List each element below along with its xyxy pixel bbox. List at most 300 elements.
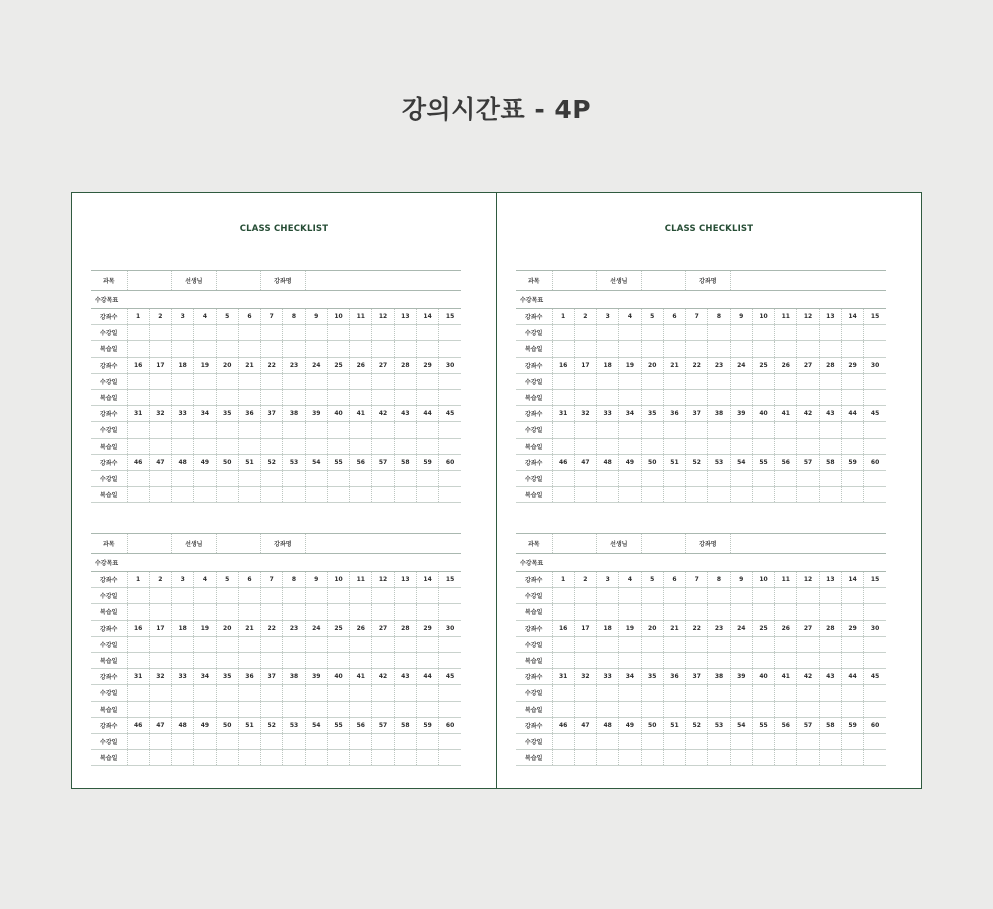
review-day-cell [641, 701, 663, 717]
lecture-number-cell: 56 [775, 454, 797, 470]
attend-day-cell [127, 373, 149, 389]
attend-day-cell [730, 373, 752, 389]
attend-day-cell [350, 588, 372, 604]
review-day-cell [305, 750, 327, 766]
lecture-number-cell: 27 [797, 620, 819, 636]
lecture-number-cell: 30 [439, 357, 461, 373]
lecture-number-cell: 26 [350, 620, 372, 636]
attend-day-cell [439, 373, 461, 389]
lecture-number-cell: 54 [305, 717, 327, 733]
review-day-cell [574, 389, 596, 405]
attend-day-cell [172, 325, 194, 341]
attend-day-cell [216, 636, 238, 652]
attend-day-cell [439, 325, 461, 341]
lecture-number-cell: 1 [127, 309, 149, 325]
lecture-number-cell: 39 [730, 669, 752, 685]
lecture-count-label: 강좌수 [91, 309, 127, 325]
review-day-cell [708, 750, 730, 766]
review-day-cell [864, 652, 886, 668]
review-day-cell [752, 389, 774, 405]
lecture-number-cell: 59 [416, 717, 438, 733]
review-day-cell [730, 604, 752, 620]
review-day-cell [574, 701, 596, 717]
lecture-number-cell: 57 [372, 717, 394, 733]
review-day-cell [775, 750, 797, 766]
review-day-cell [439, 487, 461, 503]
lecture-number-cell: 39 [730, 406, 752, 422]
review-day-cell [127, 341, 149, 357]
attend-day-cell [775, 325, 797, 341]
review-day-cell [797, 701, 819, 717]
lecture-number-cell: 9 [305, 309, 327, 325]
lecture-number-cell: 28 [394, 357, 416, 373]
review-day-cell [641, 438, 663, 454]
review-day-cell [439, 438, 461, 454]
lecture-number-cell: 21 [238, 357, 260, 373]
lecture-number-cell: 19 [619, 620, 641, 636]
attend-day-cell [216, 325, 238, 341]
attend-day-cell [149, 636, 171, 652]
attend-day-cell [172, 373, 194, 389]
attend-day-cell [216, 422, 238, 438]
review-day-cell [372, 701, 394, 717]
lecture-number-cell: 27 [372, 357, 394, 373]
lecture-number-cell: 41 [350, 669, 372, 685]
spread [71, 192, 922, 789]
lecture-number-cell: 23 [708, 357, 730, 373]
lecture-name-label: 강좌명 [686, 534, 731, 554]
attend-day-cell [416, 373, 438, 389]
teacher-field [641, 271, 686, 291]
review-day-cell [283, 652, 305, 668]
attend-day-cell [127, 470, 149, 486]
attend-day-cell [327, 325, 349, 341]
lecture-number-cell: 34 [619, 669, 641, 685]
class-checklist-table [91, 270, 461, 503]
review-day-cell [730, 389, 752, 405]
attend-day-cell [686, 733, 708, 749]
attend-day-cell [149, 685, 171, 701]
goal-label: 수강목표 [91, 291, 461, 309]
lecture-number-cell: 11 [350, 309, 372, 325]
review-day-cell [149, 701, 171, 717]
attend-day-row [91, 470, 461, 486]
lecture-number-cell: 12 [797, 572, 819, 588]
lecture-count-label: 강좌수 [516, 454, 552, 470]
attend-day-cell [394, 470, 416, 486]
attend-day-cell [663, 733, 685, 749]
attend-day-cell [552, 685, 574, 701]
attend-day-cell [708, 422, 730, 438]
attend-day-row [516, 685, 886, 701]
review-day-cell [283, 701, 305, 717]
attend-day-cell [305, 422, 327, 438]
review-day-cell [797, 652, 819, 668]
review-day-cell [708, 487, 730, 503]
lecture-number-cell: 2 [574, 572, 596, 588]
lecture-number-cell: 37 [261, 406, 283, 422]
lecture-number-cell: 46 [552, 717, 574, 733]
review-day-cell [394, 701, 416, 717]
lecture-number-cell: 16 [127, 357, 149, 373]
lecture-number-cell: 1 [127, 572, 149, 588]
goal-row [516, 291, 886, 309]
lecture-number-cell: 40 [327, 669, 349, 685]
checklist-block [91, 270, 461, 503]
attend-day-cell [864, 733, 886, 749]
review-day-cell [216, 652, 238, 668]
lecture-number-cell: 27 [372, 620, 394, 636]
attend-day-cell [238, 470, 260, 486]
lecture-number-cell: 59 [841, 454, 863, 470]
review-day-cell [552, 487, 574, 503]
review-day-cell [797, 438, 819, 454]
lecture-number-cell: 26 [350, 357, 372, 373]
lecture-count-label: 강좌수 [516, 572, 552, 588]
lecture-number-cell: 9 [730, 572, 752, 588]
attend-day-cell [708, 325, 730, 341]
attend-day-label: 수강일 [516, 588, 552, 604]
review-day-cell [127, 438, 149, 454]
attend-day-cell [194, 588, 216, 604]
lecture-number-cell: 56 [350, 717, 372, 733]
attend-day-cell [216, 733, 238, 749]
attend-day-cell [574, 636, 596, 652]
attend-day-cell [305, 470, 327, 486]
attend-day-cell [597, 733, 619, 749]
attend-day-cell [394, 636, 416, 652]
review-day-cell [439, 701, 461, 717]
teacher-label: 선생님 [172, 271, 217, 291]
review-day-cell [641, 487, 663, 503]
attend-day-label: 수강일 [91, 470, 127, 486]
attend-day-label: 수강일 [516, 470, 552, 486]
lecture-number-cell: 53 [283, 454, 305, 470]
attend-day-cell [127, 588, 149, 604]
review-day-cell [864, 750, 886, 766]
lecture-number-cell: 44 [841, 406, 863, 422]
lecture-number-cell: 6 [238, 572, 260, 588]
attend-day-cell [194, 373, 216, 389]
review-day-cell [841, 438, 863, 454]
review-day-cell [708, 652, 730, 668]
attend-day-cell [686, 422, 708, 438]
lecture-number-cell: 55 [327, 717, 349, 733]
lecture-number-cell: 41 [350, 406, 372, 422]
review-day-cell [261, 487, 283, 503]
attend-day-cell [305, 733, 327, 749]
lecture-number-cell: 25 [752, 620, 774, 636]
lecture-count-label: 강좌수 [516, 406, 552, 422]
review-day-cell [394, 487, 416, 503]
info-row [91, 534, 461, 554]
lecture-number-cell: 29 [416, 620, 438, 636]
lecture-number-cell: 52 [261, 454, 283, 470]
lecture-number-cell: 21 [238, 620, 260, 636]
lecture-number-cell: 21 [663, 620, 685, 636]
review-day-cell [552, 750, 574, 766]
review-day-cell [663, 652, 685, 668]
attend-day-cell [730, 636, 752, 652]
lecture-number-row [91, 406, 461, 422]
attend-day-cell [172, 636, 194, 652]
lecture-number-cell: 19 [194, 357, 216, 373]
attend-day-cell [574, 325, 596, 341]
review-day-cell [597, 652, 619, 668]
lecture-number-cell: 54 [730, 717, 752, 733]
attend-day-cell [797, 588, 819, 604]
attend-day-cell [797, 636, 819, 652]
review-day-cell [127, 389, 149, 405]
lecture-number-cell: 25 [327, 357, 349, 373]
attend-day-cell [372, 733, 394, 749]
attend-day-cell [261, 325, 283, 341]
attend-day-cell [552, 422, 574, 438]
review-day-cell [775, 604, 797, 620]
review-day-cell [641, 750, 663, 766]
attend-day-cell [864, 422, 886, 438]
attend-day-cell [663, 422, 685, 438]
review-day-cell [752, 438, 774, 454]
lecture-number-cell: 55 [752, 717, 774, 733]
lecture-name-field [305, 534, 461, 554]
lecture-number-cell: 22 [261, 357, 283, 373]
attend-day-cell [149, 470, 171, 486]
lecture-number-cell: 8 [283, 309, 305, 325]
review-day-cell [305, 341, 327, 357]
review-day-cell [641, 341, 663, 357]
review-day-cell [238, 701, 260, 717]
lecture-number-cell: 12 [797, 309, 819, 325]
attend-day-cell [350, 325, 372, 341]
review-day-cell [663, 604, 685, 620]
attend-day-cell [619, 325, 641, 341]
attend-day-cell [552, 733, 574, 749]
review-day-cell [641, 604, 663, 620]
attend-day-cell [372, 588, 394, 604]
lecture-number-cell: 37 [686, 406, 708, 422]
attend-day-cell [730, 422, 752, 438]
attend-day-cell [819, 588, 841, 604]
review-day-label: 복습일 [91, 750, 127, 766]
attend-day-cell [127, 422, 149, 438]
review-day-cell [416, 652, 438, 668]
review-day-cell [149, 604, 171, 620]
lecture-number-cell: 55 [327, 454, 349, 470]
review-day-cell [327, 701, 349, 717]
attend-day-cell [439, 685, 461, 701]
lecture-number-cell: 43 [819, 669, 841, 685]
review-day-cell [238, 341, 260, 357]
goal-label: 수강목표 [91, 554, 461, 572]
review-day-cell [327, 604, 349, 620]
attend-day-cell [416, 685, 438, 701]
review-day-cell [819, 438, 841, 454]
lecture-name-label: 강좌명 [261, 271, 306, 291]
review-day-cell [216, 701, 238, 717]
lecture-number-cell: 15 [864, 572, 886, 588]
review-day-cell [841, 604, 863, 620]
review-day-cell [261, 438, 283, 454]
lecture-number-cell: 51 [238, 454, 260, 470]
review-day-cell [819, 487, 841, 503]
review-day-cell [619, 438, 641, 454]
lecture-number-cell: 22 [686, 357, 708, 373]
attend-day-label: 수강일 [516, 685, 552, 701]
attend-day-cell [149, 588, 171, 604]
review-day-cell [552, 604, 574, 620]
subject-label: 과목 [91, 271, 127, 291]
attend-day-cell [574, 685, 596, 701]
attend-day-cell [797, 733, 819, 749]
lecture-number-cell: 38 [283, 669, 305, 685]
attend-day-cell [261, 422, 283, 438]
lecture-number-cell: 58 [819, 454, 841, 470]
lecture-number-cell: 17 [574, 620, 596, 636]
attend-day-cell [216, 373, 238, 389]
attend-day-cell [841, 588, 863, 604]
lecture-number-cell: 1 [552, 572, 574, 588]
attend-day-cell [797, 373, 819, 389]
attend-day-cell [439, 470, 461, 486]
lecture-number-cell: 10 [752, 309, 774, 325]
review-day-cell [372, 341, 394, 357]
attend-day-cell [752, 470, 774, 486]
lecture-number-cell: 18 [597, 357, 619, 373]
review-day-cell [775, 389, 797, 405]
lecture-number-cell: 20 [216, 357, 238, 373]
review-day-cell [194, 487, 216, 503]
review-day-cell [439, 389, 461, 405]
lecture-number-cell: 43 [394, 406, 416, 422]
attend-day-cell [172, 422, 194, 438]
attend-day-cell [372, 636, 394, 652]
lecture-name-field [730, 534, 886, 554]
lecture-number-cell: 52 [686, 454, 708, 470]
review-day-cell [305, 652, 327, 668]
lecture-number-cell: 42 [372, 669, 394, 685]
review-day-cell [841, 652, 863, 668]
review-day-cell [416, 438, 438, 454]
lecture-number-cell: 32 [574, 406, 596, 422]
lecture-number-cell: 18 [597, 620, 619, 636]
review-day-label: 복습일 [91, 604, 127, 620]
review-day-row [516, 750, 886, 766]
attend-day-cell [841, 373, 863, 389]
review-day-cell [216, 341, 238, 357]
lecture-number-cell: 29 [841, 620, 863, 636]
attend-day-row [91, 685, 461, 701]
lecture-number-cell: 34 [194, 406, 216, 422]
review-day-cell [841, 701, 863, 717]
lecture-number-cell: 15 [439, 572, 461, 588]
attend-day-cell [238, 636, 260, 652]
attend-day-cell [619, 422, 641, 438]
lecture-number-cell: 40 [327, 406, 349, 422]
lecture-number-cell: 5 [216, 309, 238, 325]
attend-day-cell [127, 325, 149, 341]
lecture-number-cell: 25 [752, 357, 774, 373]
review-day-cell [283, 487, 305, 503]
review-day-cell [663, 701, 685, 717]
lecture-count-label: 강좌수 [516, 620, 552, 636]
lecture-number-cell: 53 [708, 454, 730, 470]
lecture-number-cell: 31 [127, 669, 149, 685]
review-day-cell [127, 652, 149, 668]
lecture-number-cell: 21 [663, 357, 685, 373]
lecture-number-cell: 39 [305, 406, 327, 422]
lecture-number-cell: 35 [641, 669, 663, 685]
review-day-cell [305, 604, 327, 620]
attend-day-cell [552, 325, 574, 341]
attend-day-cell [283, 470, 305, 486]
attend-day-cell [730, 733, 752, 749]
lecture-number-cell: 7 [261, 572, 283, 588]
attend-day-cell [730, 588, 752, 604]
attend-day-row [91, 325, 461, 341]
review-day-cell [574, 652, 596, 668]
attend-day-cell [597, 636, 619, 652]
review-day-label: 복습일 [516, 604, 552, 620]
lecture-number-cell: 47 [574, 717, 596, 733]
review-day-cell [597, 701, 619, 717]
review-day-cell [552, 389, 574, 405]
attend-day-cell [194, 470, 216, 486]
teacher-label: 선생님 [597, 271, 642, 291]
review-day-cell [149, 389, 171, 405]
attend-day-cell [752, 733, 774, 749]
attend-day-cell [686, 373, 708, 389]
goal-label: 수강목표 [516, 554, 886, 572]
review-day-cell [305, 701, 327, 717]
attend-day-cell [597, 685, 619, 701]
attend-day-cell [841, 422, 863, 438]
review-day-cell [841, 750, 863, 766]
review-day-cell [149, 750, 171, 766]
attend-day-cell [663, 470, 685, 486]
review-day-cell [663, 750, 685, 766]
attend-day-row [516, 470, 886, 486]
attend-day-row [516, 588, 886, 604]
review-day-cell [708, 604, 730, 620]
lecture-number-row [91, 669, 461, 685]
lecture-number-cell: 43 [819, 406, 841, 422]
lecture-number-cell: 2 [149, 572, 171, 588]
attend-day-cell [841, 685, 863, 701]
attend-day-cell [864, 470, 886, 486]
review-day-cell [283, 341, 305, 357]
review-day-cell [238, 750, 260, 766]
review-day-row [516, 389, 886, 405]
attend-day-cell [261, 733, 283, 749]
lecture-number-cell: 54 [730, 454, 752, 470]
review-day-cell [194, 750, 216, 766]
lecture-number-cell: 7 [686, 572, 708, 588]
attend-day-cell [261, 470, 283, 486]
lecture-number-row [516, 717, 886, 733]
review-day-cell [305, 438, 327, 454]
lecture-number-cell: 58 [394, 454, 416, 470]
lecture-number-cell: 11 [775, 572, 797, 588]
review-day-cell [350, 604, 372, 620]
review-day-cell [261, 652, 283, 668]
lecture-number-cell: 57 [372, 454, 394, 470]
lecture-number-row [516, 309, 886, 325]
lecture-count-label: 강좌수 [516, 357, 552, 373]
lecture-number-cell: 19 [619, 357, 641, 373]
lecture-number-cell: 41 [775, 669, 797, 685]
subject-label: 과목 [516, 534, 552, 554]
